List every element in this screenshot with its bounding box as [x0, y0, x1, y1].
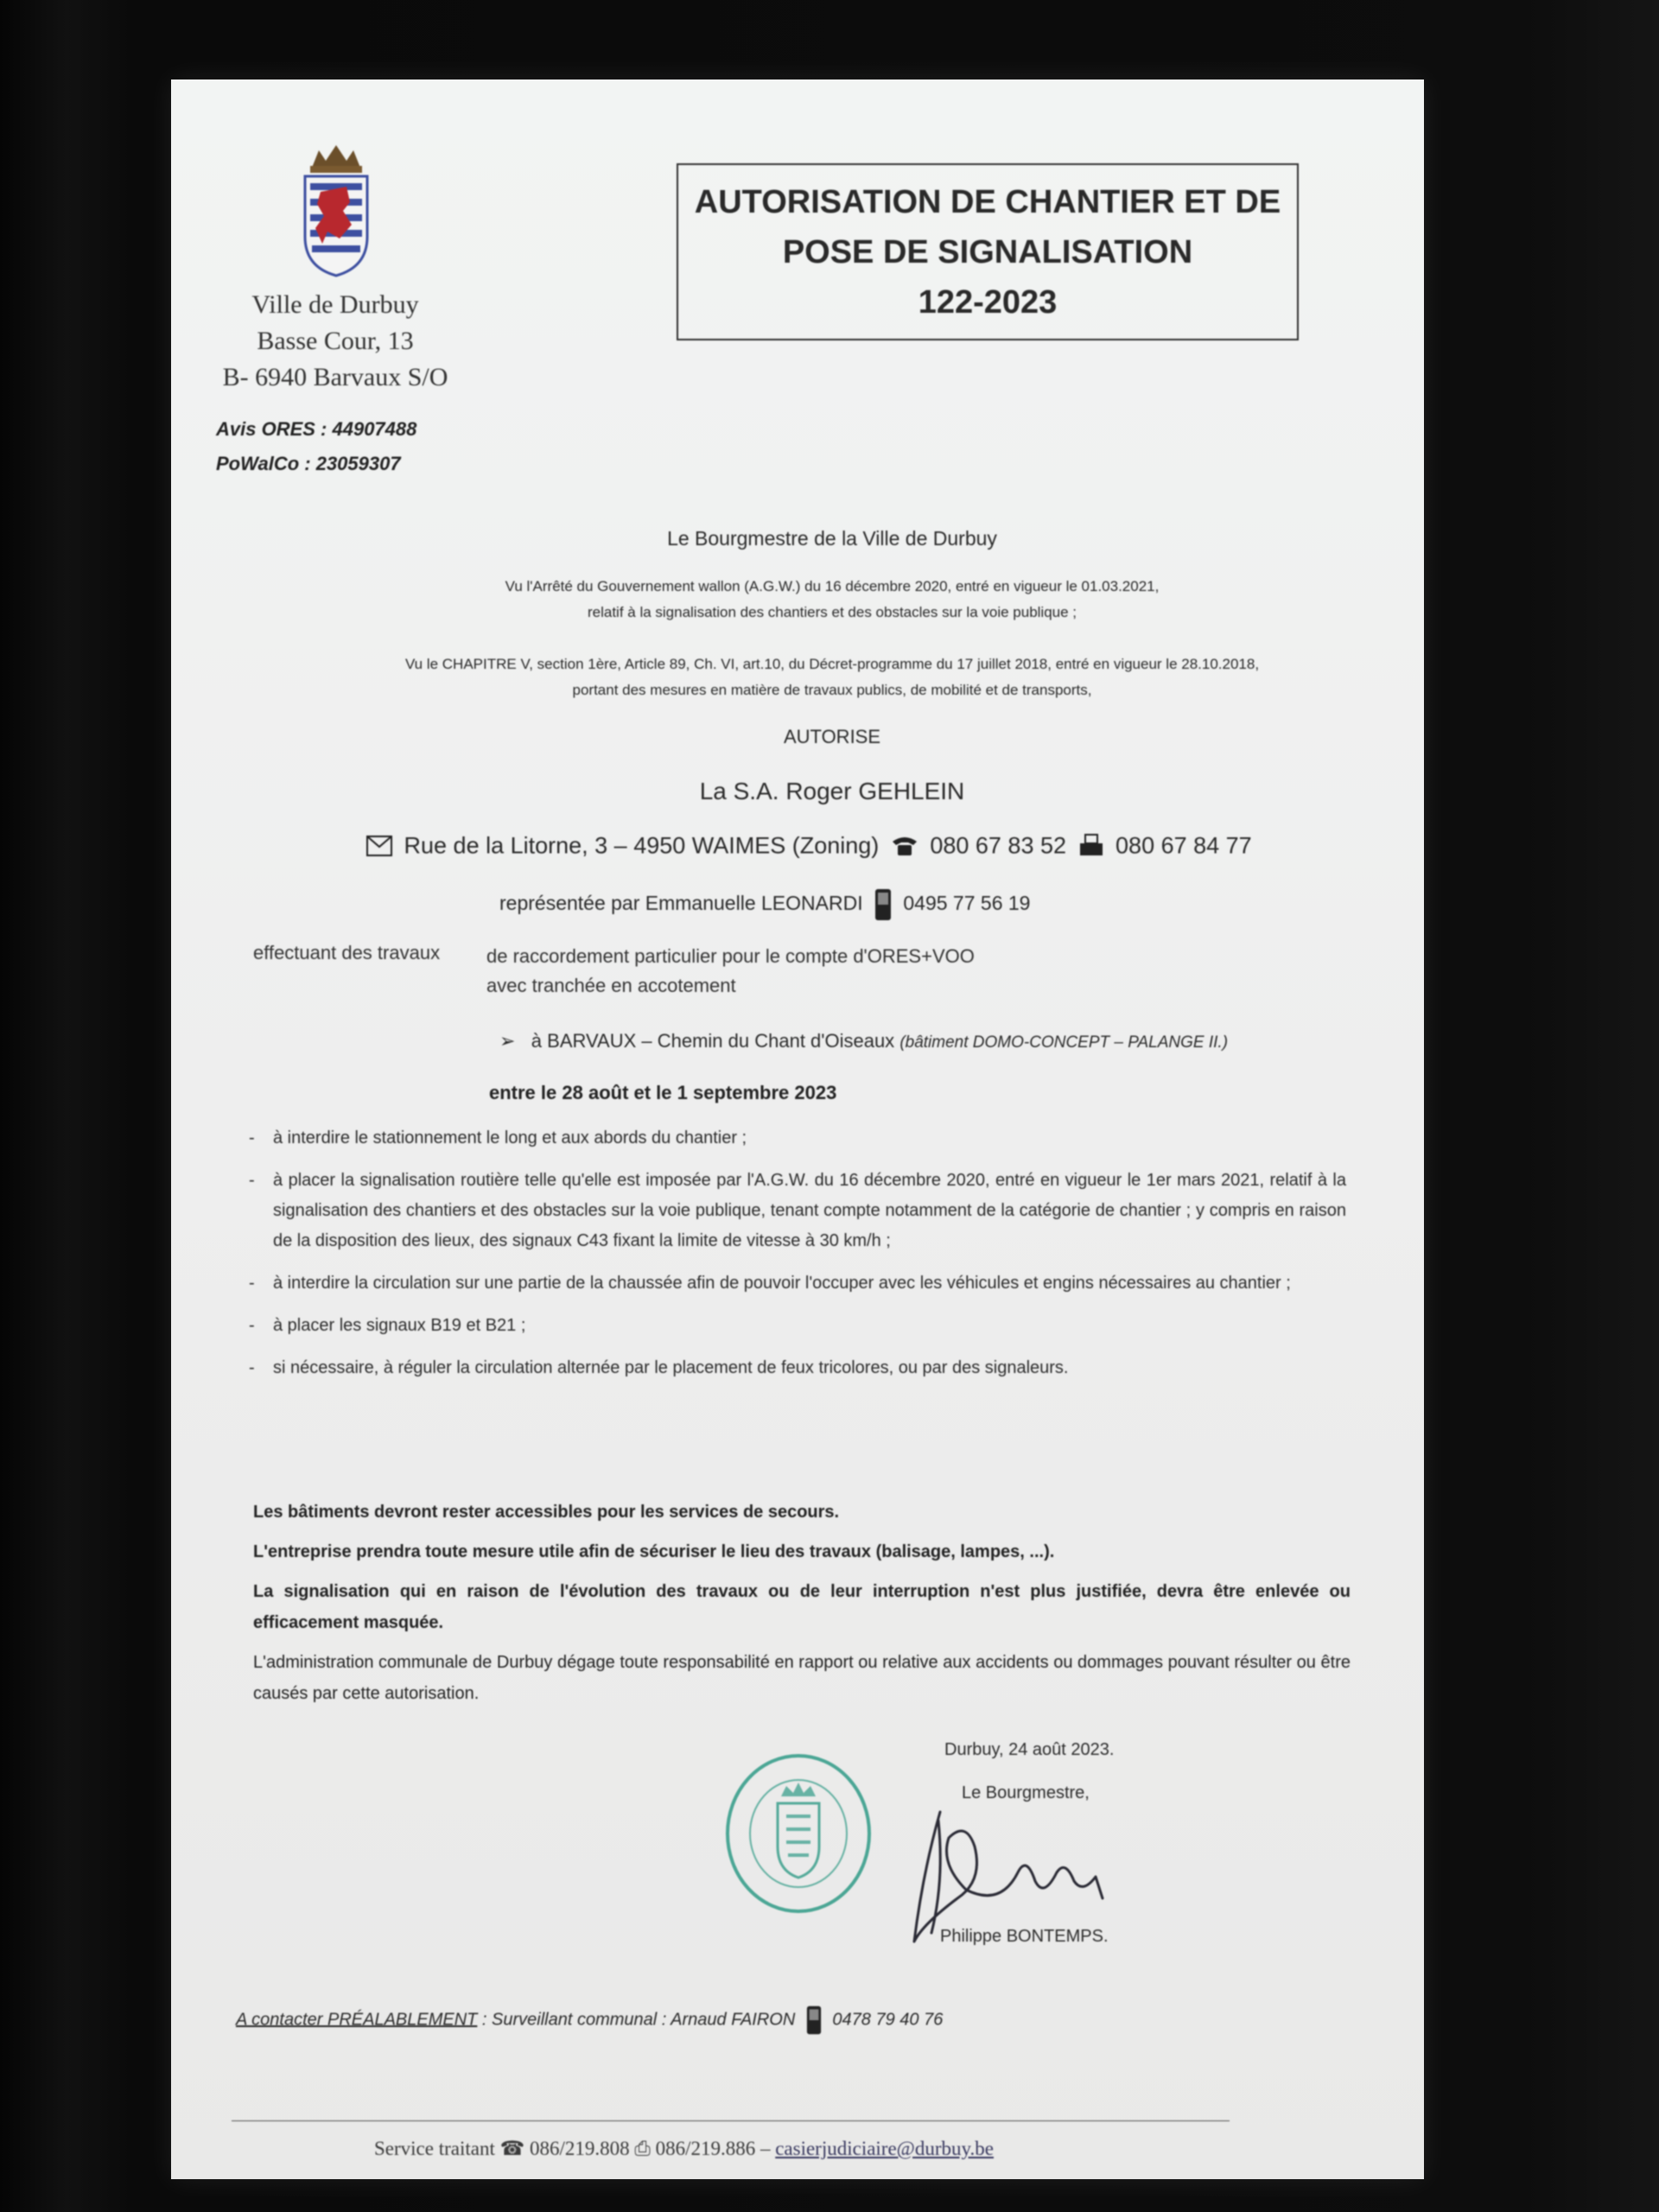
site-contact-line — [236, 2005, 943, 2036]
reference-ids — [216, 412, 416, 481]
fax-icon — [1078, 833, 1104, 859]
town-name: Ville de Durbuy — [251, 290, 419, 319]
arrow-bullet-icon: ➢ — [499, 1030, 526, 1052]
title-line2: POSE DE SIGNALISATION — [782, 233, 1193, 270]
powalco-reference: PoWalCo : 23059307 — [216, 453, 401, 474]
document-page — [171, 79, 1424, 2179]
issuer: Le Bourgmestre de la Ville de Durbuy — [667, 527, 997, 550]
company-name: La S.A. Roger GEHLEIN — [699, 778, 965, 804]
signatory-name: Philippe BONTEMPS. — [940, 1927, 1109, 1946]
footer-phone: 086/219.808 — [530, 2138, 630, 2159]
authorization-number: 122-2023 — [918, 283, 1058, 321]
signature-date: Durbuy, 24 août 2023. — [944, 1740, 1115, 1759]
conditions-list — [249, 1123, 1346, 1395]
company-contact-line — [361, 831, 1398, 859]
durbuy-crest-logo — [296, 142, 376, 280]
works-description — [486, 942, 1091, 1001]
closing-paragraphs — [253, 1497, 1351, 1718]
safety-paragraph: L'entreprise prendra toute mesure utile afin de sécuriser le lieu des travaux (balisage, lampes, ...). — [253, 1542, 1055, 1561]
contact-person: : Surveillant communal : Arnaud FAIRON — [477, 2010, 796, 2030]
legal-basis-2-line1: Vu le CHAPITRE V, section 1ère, Article 89, Ch. VI, art.10, du Décret-programme du 17 juillet 2018, entré en vigueur le 28.10.2018, — [404, 656, 1260, 672]
telephone-icon — [891, 835, 918, 857]
legal-basis-2-line2: portant des mesures en matière de travaux publics, de mobilité et de transports, — [572, 682, 1092, 698]
company-fax: 080 67 84 77 — [1116, 832, 1252, 859]
representative-mobile: 0495 77 56 19 — [903, 892, 1031, 915]
contact-mobile: 0478 79 40 76 — [832, 2010, 944, 2030]
town-address-line2: B- 6940 Barvaux S/O — [222, 363, 448, 391]
condition-item: - à interdire le stationnement le long et aux abords du chantier ; — [249, 1128, 747, 1147]
footer: Service traitant ☎ 086/219.808 ⎙ 086/219.886 – casierjudiciaire@durbuy.be — [374, 2138, 994, 2159]
title-line1: AUTORISATION DE CHANTIER ET DE — [694, 183, 1281, 220]
emergency-access-paragraph: Les bâtiments devront rester accessibles pour les services de secours. — [253, 1503, 840, 1522]
mobile-phone-icon — [874, 887, 893, 922]
town-address-block — [214, 287, 456, 396]
legal-basis-1-line2: relatif à la signalisation des chantiers et des obstacles sur la voie publique ; — [587, 604, 1077, 620]
representative: représentée par Emmanuelle LEONARDI — [499, 892, 863, 915]
representative-line — [499, 887, 1030, 922]
title-box — [677, 163, 1299, 340]
company-phone: 080 67 83 52 — [930, 832, 1066, 859]
liability-paragraph: L'administration communale de Durbuy dégage toute responsabilité en rapport ou relative aux accidents ou dommages pouvant résulter ou être causés par cette autorisation. — [253, 1653, 1351, 1703]
telephone-icon: ☎ — [499, 2138, 531, 2159]
works-line1: de raccordement particulier pour le compte d'ORES+VOO — [486, 945, 975, 967]
authorizes-heading: AUTORISE — [783, 726, 881, 747]
location-detail: (bâtiment DOMO-CONCEPT – PALANGE II.) — [899, 1033, 1229, 1052]
footer-service-label: Service traitant — [374, 2138, 495, 2159]
footer-email[interactable]: casierjudiciaire@durbuy.be — [775, 2138, 994, 2159]
mobile-phone-icon — [805, 2005, 823, 2036]
condition-item: - si nécessaire, à réguler la circulation alternée par le placement de feux tricolores, ou par des signaleurs. — [249, 1358, 1069, 1377]
condition-item: - à interdire la circulation sur une partie de la chaussée afin de pouvoir l'occuper avec les véhicules et engins nécessaires au chantier ; — [249, 1274, 1291, 1293]
legal-basis-1 — [292, 574, 1372, 626]
location: à BARVAUX – Chemin du Chant d'Oiseaux — [531, 1030, 895, 1052]
works-line2: avec tranchée en accotement — [486, 975, 736, 996]
municipal-stamp — [724, 1751, 873, 1916]
signage-removal-paragraph: La signalisation qui en raison de l'évolution des travaux ou de leur interruption n'est plus justifiée, devra être enlevée ou efficacement masquée. — [253, 1582, 1351, 1632]
envelope-icon — [366, 836, 392, 856]
legal-basis-2 — [292, 652, 1372, 703]
works-label: effectuant des travaux — [253, 942, 441, 963]
footer-divider — [232, 2120, 1230, 2121]
location-line — [499, 1030, 1228, 1052]
condition-item: - à placer la signalisation routière telle qu'elle est imposée par l'A.G.W. du 16 décembre 2020, entré en vigueur le 1er mars 2021, relatif à la signalisation des chantiers et des obstacles sur la voie publique, tenant compte notamment de la catégorie de chantier ; y compris en raison de la disposition des lieux, des signaux C43 fixant la limite de vitesse à 30 km/h ; — [249, 1171, 1346, 1250]
footer-fax: 086/219.886 — [655, 2138, 756, 2159]
ores-reference: Avis ORES : 44907488 — [216, 418, 417, 440]
signatory-role: Le Bourgmestre, — [962, 1783, 1090, 1802]
legal-basis-1-line1: Vu l'Arrêté du Gouvernement wallon (A.G.W.) du 16 décembre 2020, entré en vigueur le 01.03.2021, — [505, 578, 1160, 594]
contact-label: A contacter PRÉALABLEMENT — [236, 2010, 478, 2030]
company-address: Rue de la Litorne, 3 – 4950 WAIMES (Zoning) — [404, 832, 880, 859]
work-dates: entre le 28 août et le 1 septembre 2023 — [489, 1082, 837, 1103]
condition-item: - à placer les signaux B19 et B21 ; — [249, 1316, 526, 1335]
town-address-line1: Basse Cour, 13 — [257, 327, 414, 355]
fax-icon: ⎙ — [634, 2138, 656, 2159]
